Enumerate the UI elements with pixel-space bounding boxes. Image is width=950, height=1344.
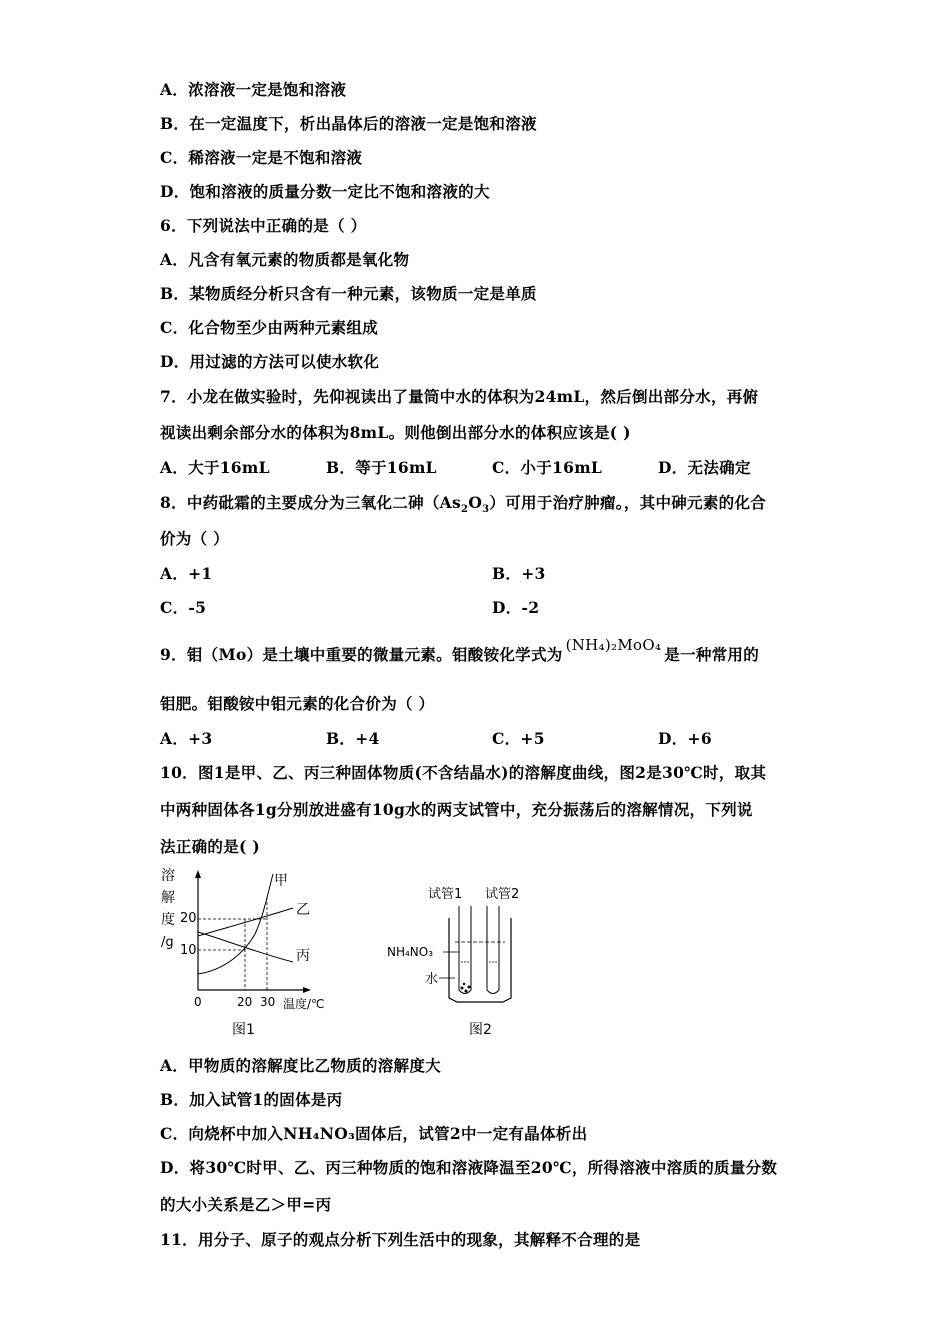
- fig2-salt-label: NH₄NO₃: [387, 945, 434, 959]
- q10-option-b: B．加入试管1的固体是丙: [160, 1090, 343, 1109]
- q9-stem-part1: 9．钼（Mo）是土壤中重要的微量元素。钼酸铵化学式为: [160, 645, 563, 664]
- figure2-test-tubes: [385, 880, 545, 1042]
- q7-option-c: C．小于16mL: [492, 458, 603, 477]
- fig1-tick-20: 20: [180, 911, 197, 926]
- fig1-x-20: 20: [237, 995, 253, 1009]
- fig2-tube2: [487, 906, 499, 994]
- q10-option-c: C．向烧杯中加入NH₄NO₃固体后，试管2中一定有晶体析出: [160, 1124, 588, 1143]
- fig2-caption: 图2: [469, 1022, 492, 1038]
- q9-options: [160, 727, 860, 749]
- q8-option-d: D．-2: [492, 598, 540, 617]
- q8-stem-part1: 8．中药砒霜的主要成分为三氧化二砷（As: [160, 493, 462, 512]
- fig2-crystal-1: [461, 987, 464, 990]
- q11-stem: 11．用分子、原子的观点分析下列生活中的现象，其解释不合理的是: [160, 1230, 641, 1249]
- fig2-tube1: [459, 906, 471, 994]
- q10-stem-line1: 10．图1是甲、乙、丙三种固体物质(不含结晶水)的溶解度曲线，图2是30℃时，取其: [160, 763, 767, 782]
- fig1-ylabel-1: 溶: [161, 868, 175, 884]
- q7-option-a: A．大于16mL: [160, 458, 270, 477]
- fig2-water-label: 水: [425, 972, 439, 987]
- q8-sub-3: 3: [482, 504, 490, 516]
- q9-option-c: C．+5: [492, 729, 545, 748]
- q7-stem-line1: 7．小龙在做实验时，先仰视读出了量筒中水的体积为24mL，然后倒出部分水，再俯: [160, 387, 759, 406]
- q8-sub-2: 2: [461, 504, 469, 516]
- fig2-crystal-3: [468, 986, 471, 989]
- q8-stem-line2: 价为（ ）: [160, 529, 229, 548]
- q8-option-a: A．+1: [160, 564, 213, 583]
- fig1-tick-10: 10: [180, 943, 197, 958]
- q8-option-c: C．-5: [160, 598, 207, 617]
- q8-stem-part3: ）可用于治疗肿瘤。，其中砷元素的化合: [489, 493, 767, 512]
- q10-option-d-line2: 的大小关系是乙＞甲=丙: [160, 1195, 332, 1214]
- fig2-crystal-4: [463, 983, 465, 985]
- q5-option-c: C．稀溶液一定是不饱和溶液: [160, 148, 363, 167]
- q9-option-d: D．+6: [658, 729, 712, 748]
- fig1-curve-jia: [198, 874, 273, 974]
- fig2-beaker: [449, 918, 511, 1002]
- fig1-ylabel-4: /g: [161, 935, 174, 950]
- q9-option-a: A．+3: [160, 729, 213, 748]
- fig1-label-yi: 乙: [296, 902, 310, 918]
- q9-formula: (NH₄)₂MoO₄: [565, 636, 662, 654]
- fig1-label-bing: 丙: [296, 948, 310, 964]
- fig1-ylabel-3: 度: [161, 912, 175, 928]
- fig1-x-30: 30: [260, 995, 276, 1009]
- q8-stem-line1: [160, 491, 766, 515]
- q8-stem-part2: O: [468, 493, 483, 512]
- fig2-tube2-label: 试管2: [485, 887, 520, 902]
- q9-option-b: B．+4: [326, 729, 380, 748]
- fig2-crystal-2: [465, 990, 468, 993]
- figure1-solubility-chart: [155, 862, 355, 1042]
- q8-option-b: B．+3: [492, 564, 546, 583]
- q6-stem: 6．下列说法中正确的是（ ）: [160, 216, 367, 235]
- q10-stem-line3: 法正确的是( ): [160, 837, 260, 856]
- fig2-tube1-label: 试管1: [428, 887, 463, 902]
- q5-option-b: B．在一定温度下，析出晶体后的溶液一定是饱和溶液: [160, 114, 537, 133]
- q5-option-d: D．饱和溶液的质量分数一定比不饱和溶液的大: [160, 182, 490, 201]
- q8-options-row2: [160, 596, 860, 618]
- fig1-x-arrow: [303, 987, 311, 993]
- q7-option-d: D．无法确定: [658, 458, 751, 477]
- q5-option-a: A．浓溶液一定是饱和溶液: [160, 80, 347, 99]
- q6-option-d: D．用过滤的方法可以使水软化: [160, 352, 380, 371]
- fig1-label-jia: 甲: [274, 873, 288, 889]
- fig1-ylabel-2: 解: [161, 890, 175, 906]
- q7-option-b: B．等于16mL: [326, 458, 437, 477]
- q8-options-row1: [160, 562, 860, 584]
- q6-option-c: C．化合物至少由两种元素组成: [160, 318, 379, 337]
- q10-stem-line2: 中两种固体各1g分别放进盛有10g水的两支试管中，充分振荡后的溶解情况，下列说: [160, 800, 753, 819]
- q9-stem-line2: 钼肥。钼酸铵中钼元素的化合价为（ ）: [160, 694, 435, 713]
- q7-stem-line2: 视读出剩余部分水的体积为8mL。则他倒出部分水的体积应该是( ): [160, 423, 631, 442]
- fig1-curve-yi: [198, 908, 293, 936]
- fig1-caption: 图1: [232, 1022, 255, 1038]
- fig1-y-arrow: [195, 870, 201, 878]
- q7-options: [160, 456, 860, 478]
- q6-option-b: B．某物质经分析只含有一种元素，该物质一定是单质: [160, 284, 537, 303]
- fig1-xlabel: 温度/℃: [283, 997, 325, 1011]
- q9-stem-line1: [160, 636, 760, 665]
- q6-option-a: A．凡含有氧元素的物质都是氧化物: [160, 250, 410, 269]
- q9-stem-part2: 是一种常用的: [664, 645, 760, 664]
- q10-option-a: A．甲物质的溶解度比乙物质的溶解度大: [160, 1056, 441, 1075]
- fig1-x-0: 0: [194, 995, 202, 1009]
- q10-option-d-line1: D．将30℃时甲、乙、丙三种物质的饱和溶液降温至20℃，所得溶液中溶质的质量分数: [160, 1158, 778, 1177]
